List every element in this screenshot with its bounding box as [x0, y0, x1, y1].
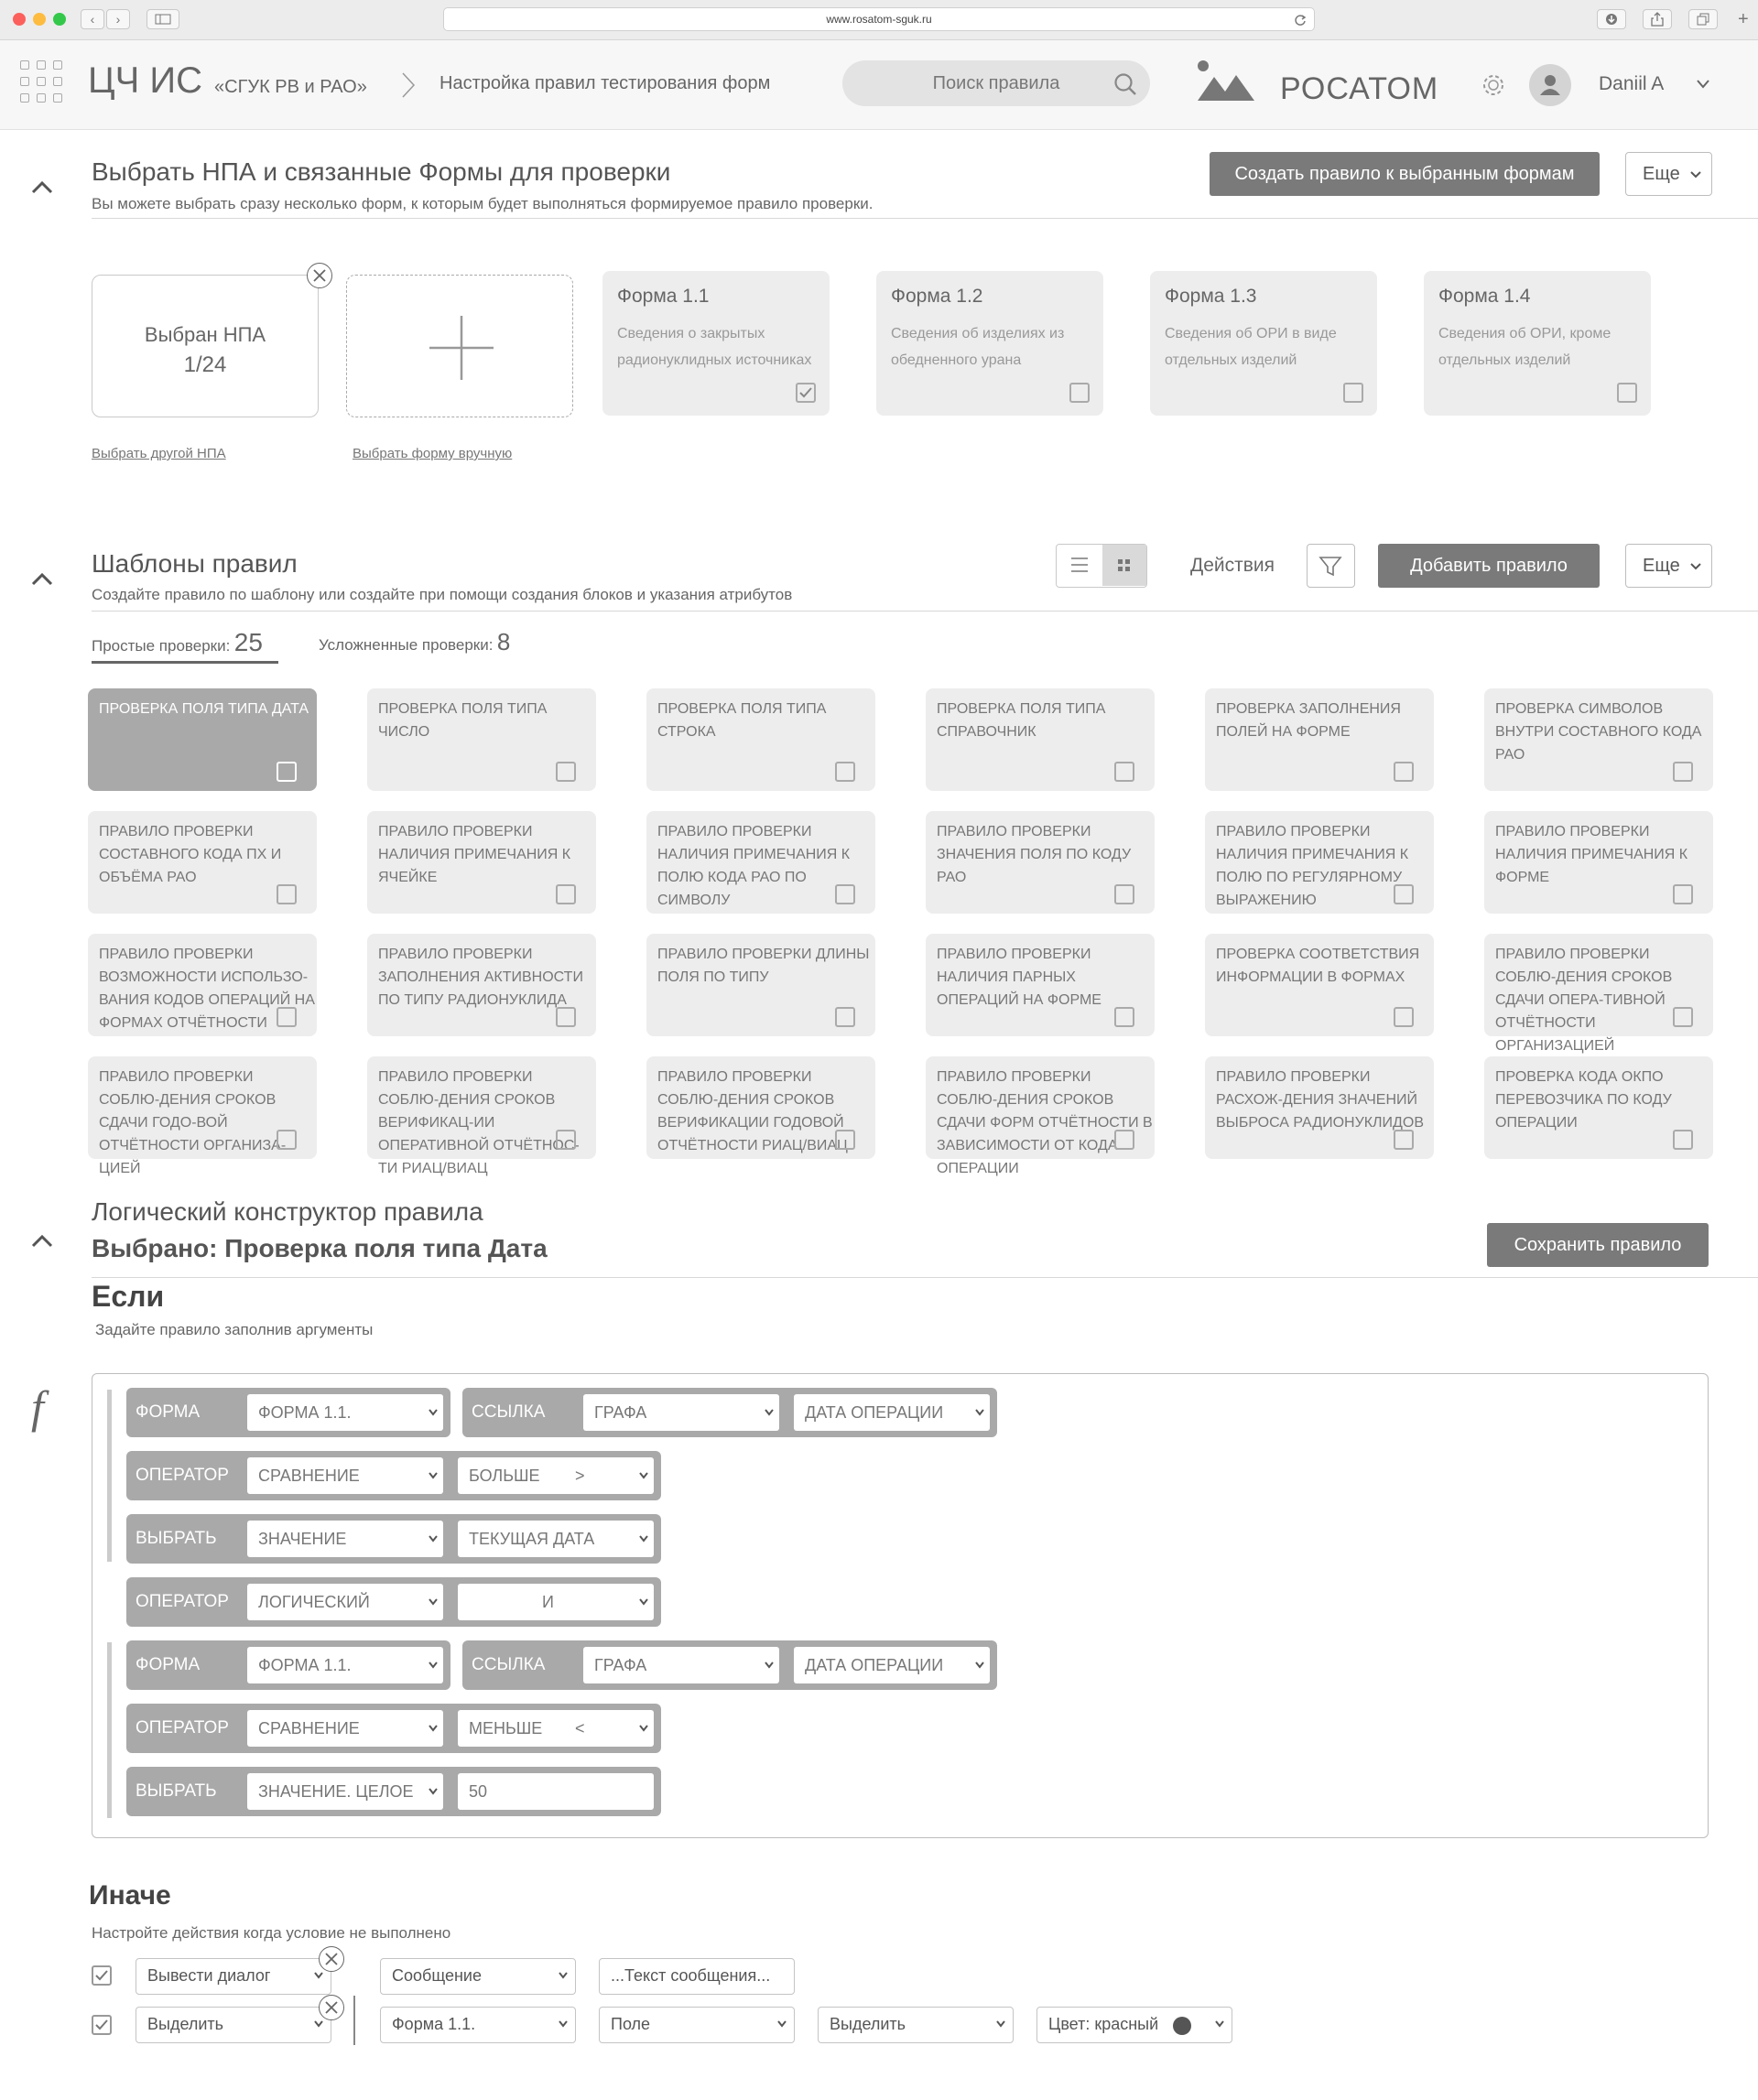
search-input[interactable] — [842, 60, 1150, 106]
divider — [353, 1996, 355, 2045]
template-card[interactable] — [367, 688, 596, 791]
form-card-desc: Сведения о закрытых радионуклидных источниках — [617, 326, 812, 368]
template-card[interactable] — [1205, 934, 1434, 1036]
reference-block — [462, 1388, 997, 1437]
grid-icon — [1102, 545, 1146, 586]
template-checkbox[interactable] — [1673, 1130, 1693, 1150]
reference-column-value: ДАТА ОПЕРАЦИИ — [805, 1403, 944, 1422]
template-checkbox[interactable] — [277, 884, 297, 904]
rule-row-select-value: ФОРМА 1.1. — [258, 1656, 352, 1674]
template-card[interactable] — [1484, 811, 1713, 914]
form-card[interactable] — [602, 271, 830, 416]
reference-column-select[interactable] — [794, 1647, 990, 1683]
else-action-checkbox[interactable] — [92, 2015, 112, 2035]
template-label: ПРАВИЛО ПРОВЕРКИ РАСХОЖ-ДЕНИЯ ЗНАЧЕНИЙ ВЫБРОСА РАДИОНУКЛИДОВ — [1216, 1069, 1424, 1131]
form-card-title: Форма 1.2 — [891, 286, 983, 307]
filter-icon — [1308, 545, 1353, 586]
form-select-value: Форма 1.1. — [392, 2015, 476, 2033]
if-subtitle: Задайте правило заполнив аргументы — [95, 1321, 374, 1338]
close-window-button[interactable] — [13, 13, 26, 26]
form-card[interactable] — [1150, 271, 1377, 416]
section-title: Шаблоны правил — [92, 549, 298, 578]
tab-simple[interactable] — [92, 628, 263, 665]
rule-row-select[interactable] — [458, 1457, 654, 1494]
group-bracket — [107, 1390, 112, 1562]
chevron-down-icon — [639, 1534, 648, 1543]
chevron-down-icon — [314, 1971, 323, 1980]
template-checkbox[interactable] — [835, 762, 855, 782]
checkmark-icon — [93, 1967, 110, 1984]
active-tab-indicator — [92, 661, 278, 664]
template-card[interactable] — [926, 811, 1155, 914]
rule-row-select-value: ЗНАЧЕНИЕ. ЦЕЛОЕ — [258, 1782, 414, 1801]
chevron-down-icon — [1689, 170, 1702, 179]
tab-complex[interactable] — [319, 628, 510, 656]
template-checkbox[interactable] — [835, 1007, 855, 1027]
divider — [92, 611, 1758, 612]
rule-row — [126, 1388, 450, 1437]
chevron-down-icon — [429, 1597, 438, 1607]
template-checkbox[interactable] — [556, 1007, 576, 1027]
template-checkbox[interactable] — [277, 762, 297, 782]
grid-view-button[interactable] — [1102, 545, 1146, 586]
breadcrumb-chevron-icon — [401, 71, 416, 99]
search-placeholder: Поиск правила — [932, 73, 1060, 93]
actions-label[interactable]: Действия — [1190, 555, 1275, 576]
template-checkbox[interactable] — [1114, 762, 1134, 782]
template-card[interactable] — [1484, 688, 1713, 791]
rule-row-operator-symbol: < — [575, 1719, 585, 1737]
template-label: ПРАВИЛО ПРОВЕРКИ СОБЛЮ-ДЕНИЯ СРОКОВ СДАЧИ ГОДО-ВОЙ ОТЧЁТНОСТИ ОРГАНИЗА-ЦИЕЙ — [99, 1069, 287, 1176]
template-card[interactable] — [646, 1056, 875, 1159]
chevron-down-icon — [765, 1408, 774, 1417]
form-checkbox[interactable] — [1343, 383, 1363, 403]
template-checkbox[interactable] — [556, 884, 576, 904]
rule-row-select[interactable] — [247, 1584, 443, 1620]
field-select-value: Поле — [611, 2015, 651, 2033]
more-label: Еще — [1643, 164, 1680, 184]
rule-row-label: ВЫБРАТЬ — [136, 1529, 217, 1548]
template-checkbox[interactable] — [1673, 884, 1693, 904]
rule-row-select[interactable] — [458, 1521, 654, 1557]
npa-card-title: Выбран НПА — [144, 323, 266, 346]
template-label: ПРАВИЛО ПРОВЕРКИ ВОЗМОЖНОСТИ ИСПОЛЬЗО-ВАНИЯ КОДОВ ОПЕРАЦИЙ НА ФОРМАХ ОТЧЁТНОСТИ — [99, 947, 315, 1031]
tab-complex-count: 8 — [496, 628, 511, 655]
highlight-select[interactable] — [818, 2007, 1014, 2043]
more-label: Еще — [1643, 556, 1680, 576]
color-select-value: Цвет: красный — [1048, 2015, 1159, 2033]
group-bracket — [107, 1642, 112, 1818]
form-card-desc: Сведения об ОРИ в виде отдельных изделий — [1165, 326, 1337, 368]
close-icon — [320, 1947, 343, 1971]
else-action-value: Вывести диалог — [147, 1966, 271, 1985]
template-checkbox[interactable] — [1394, 762, 1414, 782]
template-card[interactable] — [367, 1056, 596, 1176]
chevron-down-icon — [996, 2019, 1005, 2029]
chevron-down-icon — [1689, 562, 1702, 571]
share-icon — [1651, 12, 1664, 27]
template-card[interactable] — [646, 934, 875, 1036]
browser-toolbar — [0, 0, 1758, 40]
chevron-down-icon — [429, 1534, 438, 1543]
template-checkbox[interactable] — [835, 1130, 855, 1150]
rule-row-select[interactable] — [247, 1457, 443, 1494]
brand-logo-icon — [1196, 59, 1256, 104]
chevron-down-icon — [429, 1724, 438, 1733]
template-label: ПРАВИЛО ПРОВЕРКИ ДЛИНЫ ПОЛЯ ПО ТИПУ — [657, 947, 870, 985]
reference-select[interactable] — [583, 1647, 779, 1683]
form-card-title: Форма 1.4 — [1438, 286, 1531, 307]
template-label: ПРОВЕРКА ЗАПОЛНЕНИЯ ПОЛЕЙ НА ФОРМЕ — [1216, 701, 1401, 740]
app-title: ЦЧ ИС — [88, 60, 202, 101]
form-checkbox[interactable] — [1617, 383, 1637, 403]
rule-row-select-value: СРАВНЕНИЕ — [258, 1719, 360, 1737]
else-action-select[interactable] — [136, 2007, 331, 2043]
template-card[interactable] — [1205, 811, 1434, 914]
color-select[interactable] — [1036, 2007, 1232, 2043]
template-label: ПРАВИЛО ПРОВЕРКИ СОБЛЮ-ДЕНИЯ СРОКОВ СДАЧИ ОПЕРА-ТИВНОЙ ОТЧЁТНОСТИ ОРГАНИЗАЦИЕЙ — [1495, 947, 1673, 1054]
close-icon — [320, 1996, 343, 2019]
chevron-down-icon — [639, 1471, 648, 1480]
create-rule-button[interactable]: Создать правило к выбранным формам — [1210, 152, 1600, 196]
chevron-down-icon[interactable] — [1696, 79, 1710, 90]
remove-action-button[interactable] — [319, 1995, 344, 2020]
rule-row-select-value: МЕНЬШЕ — [469, 1719, 543, 1737]
template-label: ПРОВЕРКА ПОЛЯ ТИПА СПРАВОЧНИК — [937, 701, 1106, 740]
section-title: Логический конструктор правила — [92, 1197, 483, 1226]
reference-column-select[interactable] — [794, 1394, 990, 1431]
breadcrumb: Настройка правил тестирования форм — [440, 73, 771, 93]
share-button[interactable] — [1643, 9, 1672, 29]
template-label: ПРАВИЛО ПРОВЕРКИ НАЛИЧИЯ ПРИМЕЧАНИЯ К ПОЛЮ ПО РЕГУЛЯРНОМУ ВЫРАЖЕНИЮ — [1216, 824, 1409, 908]
rule-row-select-value: БОЛЬШЕ — [469, 1467, 540, 1485]
template-card[interactable] — [926, 1056, 1155, 1176]
reference-block — [462, 1640, 997, 1690]
template-label: ПРАВИЛО ПРОВЕРКИ СОБЛЮ-ДЕНИЯ СРОКОВ ВЕРИФИКАЦ-ИИ ОПЕРАТИВНОЙ ОТЧЁТНОС-ТИ РИАЦ/ВИАЦ — [378, 1069, 580, 1176]
choose-other-npa-link[interactable]: Выбрать другой НПА — [92, 446, 226, 461]
address-bar[interactable] — [443, 7, 1315, 31]
rule-row — [126, 1577, 661, 1627]
collapse-section-icon[interactable] — [31, 568, 53, 590]
else-subtitle: Настройте действия когда условие не выполнено — [92, 1924, 451, 1942]
form-card[interactable] — [876, 271, 1103, 416]
form-checkbox[interactable] — [796, 383, 816, 403]
reload-icon[interactable] — [1294, 14, 1307, 27]
template-card[interactable] — [1205, 688, 1434, 791]
maximize-window-button[interactable] — [53, 13, 66, 26]
downloads-button[interactable] — [1597, 9, 1626, 29]
list-view-button[interactable] — [1057, 545, 1102, 586]
more-dropdown[interactable] — [1625, 544, 1712, 588]
rule-row-label: ФОРМА — [136, 1655, 201, 1674]
chevron-down-icon — [975, 1408, 984, 1417]
npa-card-count: 1/24 — [183, 352, 227, 377]
template-label: ПРАВИЛО ПРОВЕРКИ НАЛИЧИЯ ПРИМЕЧАНИЯ К ПОЛЮ КОДА РАО ПО СИМВОЛУ — [657, 824, 851, 908]
else-action-select[interactable] — [136, 1958, 331, 1995]
form-checkbox[interactable] — [1069, 383, 1090, 403]
rule-row-select-value: СРАВНЕНИЕ — [258, 1467, 360, 1485]
rule-row — [126, 1704, 661, 1753]
template-label: ПРОВЕРКА СООТВЕТСТВИЯ ИНФОРМАЦИИ В ФОРМАХ — [1216, 947, 1420, 985]
template-card[interactable] — [1484, 1056, 1713, 1159]
plus-icon — [429, 316, 494, 380]
sidebar-icon — [155, 14, 171, 25]
chevron-down-icon — [639, 1724, 648, 1733]
rule-row-label: ОПЕРАТОР — [136, 1718, 229, 1737]
add-rule-button[interactable]: Добавить правило — [1378, 544, 1600, 588]
chevron-down-icon — [429, 1471, 438, 1480]
brand-name: РОСАТОМ — [1280, 71, 1439, 106]
filter-button[interactable] — [1307, 544, 1355, 588]
rule-row-select-value: ТЕКУЩАЯ ДАТА — [469, 1530, 595, 1548]
user-name[interactable]: Daniil A — [1599, 73, 1665, 94]
rule-row-select[interactable] — [247, 1394, 443, 1431]
field-select[interactable] — [599, 2007, 795, 2043]
rule-row — [126, 1767, 661, 1816]
rule-row-select[interactable] — [247, 1710, 443, 1747]
chevron-down-icon — [765, 1661, 774, 1670]
template-label: ПРАВИЛО ПРОВЕРКИ НАЛИЧИЯ ПРИМЕЧАНИЯ К ФОРМЕ — [1495, 824, 1688, 885]
tab-simple-count: 25 — [233, 628, 263, 656]
template-label: ПРОВЕРКА ПОЛЯ ТИПА ЧИСЛО — [378, 701, 548, 740]
template-card[interactable] — [646, 811, 875, 914]
chevron-down-icon — [777, 2019, 787, 2029]
section-title: Выбрать НПА и связанные Формы для проверки — [92, 157, 671, 186]
chevron-down-icon — [639, 1597, 648, 1607]
remove-action-button[interactable] — [319, 1946, 344, 1972]
chevron-down-icon — [559, 2019, 568, 2029]
view-toggle — [1056, 544, 1147, 588]
tab-simple-label: Простые проверки: — [92, 637, 231, 655]
rule-row-select-value: ФОРМА 1.1. — [258, 1403, 352, 1422]
reference-column-value: ДАТА ОПЕРАЦИИ — [805, 1656, 944, 1674]
template-card[interactable] — [367, 934, 596, 1036]
if-title: Если — [92, 1280, 165, 1313]
section-subtitle: Создайте правило по шаблону или создайте при помощи создания блоков и указания атрибутов — [92, 586, 793, 603]
divider — [92, 1277, 1758, 1278]
rule-row — [126, 1451, 661, 1500]
form-card-title: Форма 1.3 — [1165, 286, 1257, 307]
rule-row — [126, 1640, 450, 1690]
close-icon — [308, 264, 331, 287]
template-checkbox[interactable] — [1673, 762, 1693, 782]
template-checkbox[interactable] — [1394, 1007, 1414, 1027]
rule-row — [126, 1514, 661, 1564]
npa-card[interactable] — [92, 275, 319, 417]
template-card[interactable] — [88, 688, 317, 791]
remove-npa-button[interactable] — [307, 263, 332, 288]
form-select[interactable] — [380, 2007, 576, 2043]
color-swatch — [1173, 2017, 1191, 2035]
divider — [92, 218, 1758, 219]
template-label: ПРАВИЛО ПРОВЕРКИ НАЛИЧИЯ ПАРНЫХ ОПЕРАЦИЙ НА ФОРМЕ — [937, 947, 1101, 1008]
rule-row-label: ОПЕРАТОР — [136, 1466, 229, 1485]
template-card[interactable] — [646, 688, 875, 791]
chevron-down-icon — [975, 1661, 984, 1670]
user-icon — [1529, 64, 1571, 106]
message-type-value: Сообщение — [392, 1966, 482, 1985]
template-checkbox[interactable] — [835, 884, 855, 904]
function-icon: f — [31, 1381, 44, 1433]
form-card-desc: Сведения об ОРИ, кроме отдельных изделий — [1438, 326, 1612, 368]
rule-row-label: ФОРМА — [136, 1402, 201, 1422]
collapse-section-icon[interactable] — [31, 1229, 53, 1251]
template-label: ПРОВЕРКА СИМВОЛОВ ВНУТРИ СОСТАВНОГО КОДА РАО — [1495, 701, 1702, 763]
reference-label: ССЫЛКА — [472, 1655, 546, 1674]
chevron-down-icon — [559, 1971, 568, 1980]
rule-row-select[interactable] — [247, 1647, 443, 1683]
choose-form-manually-link[interactable]: Выбрать форму вручную — [353, 446, 513, 461]
template-checkbox[interactable] — [556, 762, 576, 782]
list-icon — [1057, 545, 1102, 586]
tabs-icon — [1697, 13, 1709, 26]
more-dropdown[interactable] — [1625, 152, 1712, 196]
checkmark-icon — [93, 2017, 110, 2033]
reference-select-value: ГРАФА — [594, 1656, 647, 1674]
template-card[interactable] — [926, 688, 1155, 791]
form-card-title: Форма 1.1 — [617, 286, 710, 307]
app-header — [0, 40, 1758, 130]
template-checkbox[interactable] — [1394, 884, 1414, 904]
template-card[interactable] — [1484, 934, 1713, 1054]
template-label: ПРАВИЛО ПРОВЕРКИ СОБЛЮ-ДЕНИЯ СРОКОВ ВЕРИФИКАЦИИ ГОДОВОЙ ОТЧЁТНОСТИ РИАЦ/ВИАЦ — [657, 1069, 848, 1153]
template-label: ПРАВИЛО ПРОВЕРКИ ЗНАЧЕНИЯ ПОЛЯ ПО КОДУ РАО — [937, 824, 1132, 885]
highlight-select-value: Выделить — [830, 2015, 906, 2033]
rule-row-label: ОПЕРАТОР — [136, 1592, 229, 1611]
apps-grid-icon[interactable] — [20, 60, 66, 106]
message-type-select[interactable] — [380, 1958, 576, 1995]
message-text-placeholder: ...Текст сообщения... — [611, 1966, 771, 1985]
template-label: ПРАВИЛО ПРОВЕРКИ ЗАПОЛНЕНИЯ АКТИВНОСТИ ПО ТИПУ РАДИОНУКЛИДА — [378, 947, 583, 1008]
rule-row-select[interactable] — [458, 1710, 654, 1747]
else-title: Иначе — [89, 1880, 171, 1911]
chevron-down-icon — [314, 2019, 323, 2029]
minimize-window-button[interactable] — [33, 13, 46, 26]
forward-button[interactable]: › — [106, 9, 130, 29]
rule-row-select[interactable] — [458, 1584, 654, 1620]
selected-rule-title: Выбрано: Проверка поля типа Дата — [92, 1234, 548, 1262]
rule-row-select-value: ЛОГИЧЕСКИЙ — [258, 1593, 370, 1611]
rule-row-select[interactable] — [247, 1521, 443, 1557]
save-rule-button[interactable]: Сохранить правило — [1487, 1223, 1709, 1267]
template-card[interactable] — [88, 811, 317, 914]
url-text: www.rosatom-sguk.ru — [826, 13, 932, 26]
template-label: ПРАВИЛО ПРОВЕРКИ СОБЛЮ-ДЕНИЯ СРОКОВ СДАЧИ ФОРМ ОТЧЁТНОСТИ В ЗАВИСИМОСТИ ОТ КОДА ОПЕРАЦИИ — [937, 1069, 1153, 1176]
rule-row-select-value: И — [542, 1593, 554, 1611]
template-checkbox[interactable] — [277, 1130, 297, 1150]
gear-icon[interactable] — [1481, 73, 1505, 97]
template-label: ПРОВЕРКА КОДА ОКПО ПЕРЕВОЗЧИКА ПО КОДУ ОПЕРАЦИИ — [1495, 1069, 1672, 1131]
template-checkbox[interactable] — [1114, 1007, 1134, 1027]
rule-row-value: 50 — [469, 1782, 488, 1801]
rule-row-select[interactable] — [247, 1773, 443, 1810]
template-label: ПРАВИЛО ПРОВЕРКИ НАЛИЧИЯ ПРИМЕЧАНИЯ К ЯЧЕЙКЕ — [378, 824, 571, 885]
search-icon[interactable] — [1113, 72, 1137, 96]
template-label: ПРОВЕРКА ПОЛЯ ТИПА СТРОКА — [657, 701, 827, 740]
template-label: ПРАВИЛО ПРОВЕРКИ СОСТАВНОГО КОДА ПХ И ОБЪЁМА РАО — [99, 824, 282, 885]
tabs-button[interactable] — [1688, 9, 1718, 29]
template-card[interactable] — [367, 811, 596, 914]
form-card[interactable] — [1424, 271, 1651, 416]
chevron-down-icon — [429, 1661, 438, 1670]
section-subtitle: Вы можете выбрать сразу несколько форм, к которым будет выполняться формируемое правило проверки. — [92, 195, 874, 212]
reference-select-value: ГРАФА — [594, 1403, 647, 1422]
template-checkbox[interactable] — [556, 1130, 576, 1150]
chevron-down-icon — [429, 1787, 438, 1796]
else-action-value: Выделить — [147, 2015, 224, 2033]
app-subtitle: «СГУК РВ и РАО» — [214, 77, 367, 97]
reference-label: ССЫЛКА — [472, 1402, 546, 1422]
collapse-section-icon[interactable] — [31, 176, 53, 198]
template-label: ПРОВЕРКА ПОЛЯ ТИПА ДАТА — [99, 701, 309, 717]
checkmark-icon — [798, 384, 814, 401]
add-form-card[interactable] — [346, 275, 573, 417]
rule-row-operator-symbol: > — [575, 1467, 585, 1485]
template-card[interactable] — [88, 934, 317, 1036]
rule-row-label: ВЫБРАТЬ — [136, 1781, 217, 1801]
new-tab-button[interactable]: + — [1738, 9, 1749, 29]
message-text-input[interactable] — [599, 1958, 795, 1995]
else-action-checkbox[interactable] — [92, 1965, 112, 1986]
sidebar-toggle-button[interactable] — [146, 9, 179, 29]
tab-complex-label: Усложненные проверки: — [319, 636, 494, 654]
download-icon — [1605, 13, 1618, 26]
template-checkbox[interactable] — [1114, 1130, 1134, 1150]
back-button[interactable]: ‹ — [81, 9, 104, 29]
form-card-desc: Сведения об изделиях из обедненного урана — [891, 326, 1065, 368]
template-checkbox[interactable] — [1394, 1130, 1414, 1150]
reference-select[interactable] — [583, 1394, 779, 1431]
avatar[interactable] — [1529, 64, 1571, 106]
chevron-down-icon — [1215, 2019, 1224, 2029]
template-card[interactable] — [88, 1056, 317, 1176]
chevron-down-icon — [429, 1408, 438, 1417]
template-card[interactable] — [926, 934, 1155, 1036]
rule-row-value-input[interactable] — [458, 1773, 654, 1810]
rule-row-select-value: ЗНАЧЕНИЕ — [258, 1530, 347, 1548]
template-checkbox[interactable] — [277, 1007, 297, 1027]
template-checkbox[interactable] — [1114, 884, 1134, 904]
template-checkbox[interactable] — [1673, 1007, 1693, 1027]
template-card[interactable] — [1205, 1056, 1434, 1159]
